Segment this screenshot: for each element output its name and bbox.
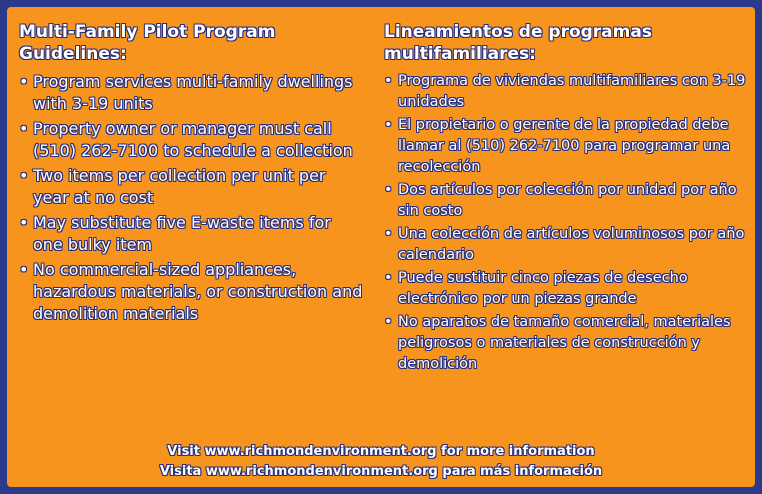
list-item: • No commercial-sized appliances, hazardous materials, or construction and demolition materials	[19, 260, 363, 323]
list-item: • Dos artículos por colección por unidad por año sin costo	[384, 182, 737, 219]
spanish-guideline-list	[384, 71, 749, 375]
list-item: • El propietario o gerente de la propiedad debe llamar al (510) 262-7100 para programar una recolección	[384, 117, 731, 175]
footer-english-line: Visit www.richmondenvironment.org for more information	[167, 444, 595, 459]
bullet-icon: •	[19, 166, 29, 185]
info-card	[7, 7, 755, 487]
english-guideline-list	[19, 71, 364, 325]
spanish-heading-line2: multifamiliares:	[384, 44, 536, 64]
bullet-icon: •	[384, 270, 393, 286]
footer-spanish-line: Visita www.richmondenvironment.org para más información	[159, 464, 603, 479]
bullet-icon: •	[384, 182, 393, 198]
english-heading-line1: Multi-Family Pilot Program	[19, 22, 276, 42]
list-item: • Property owner or manager must call (510) 262-7100 to schedule a collection	[19, 119, 353, 160]
bullet-icon: •	[19, 260, 29, 279]
spanish-heading	[384, 21, 749, 65]
bullet-icon: •	[19, 213, 29, 232]
footer-info	[7, 442, 755, 482]
english-guidelines	[19, 21, 364, 328]
list-item: • Puede sustituir cinco piezas de desecho electrónico por un piezas grande	[384, 270, 688, 307]
list-item: • Una colección de artículos voluminosos por año calendario	[384, 226, 745, 263]
bullet-icon: •	[19, 72, 29, 91]
bullet-icon: •	[384, 226, 393, 242]
list-item: • No aparatos de tamaño comercial, materiales peligrosos o materiales de construcción y demolición	[384, 314, 731, 372]
spanish-heading-line1: Lineamientos de programas	[384, 22, 652, 42]
list-item: • May substitute five E-waste items for one bulky item	[19, 213, 331, 254]
list-item: • Two items per collection per unit per year at no cost	[19, 166, 326, 207]
bullet-icon: •	[384, 73, 393, 89]
english-heading-line2: Guidelines:	[19, 44, 127, 64]
bullet-icon: •	[384, 117, 393, 133]
bullet-icon: •	[384, 314, 393, 330]
spanish-guidelines	[384, 21, 749, 377]
bullet-icon: •	[19, 119, 29, 138]
english-heading	[19, 21, 364, 65]
list-item: • Program services multi-family dwellings with 3-19 units	[19, 72, 353, 113]
list-item: • Programa de viviendas multifamiliares con 3-19 unidades	[384, 73, 746, 110]
